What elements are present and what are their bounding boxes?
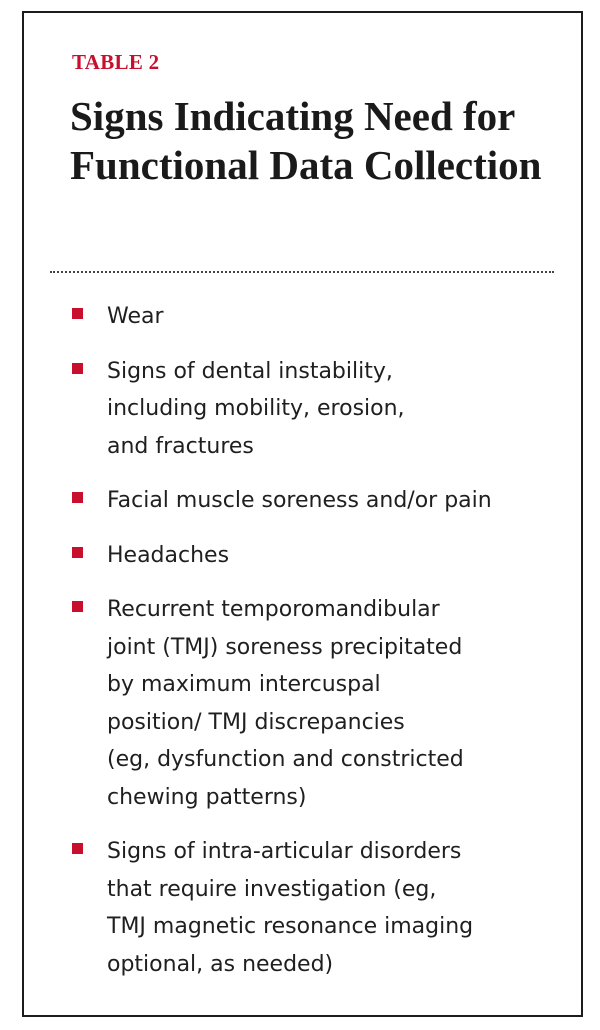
- list-item-text: including mobility, erosion,: [107, 396, 405, 421]
- list-item-text: Facial muscle soreness and/or pain: [107, 488, 492, 513]
- list-item-facial-muscle: [70, 482, 550, 520]
- list-item-tmj-soreness: [70, 591, 550, 816]
- list-item-text: Wear: [107, 304, 164, 329]
- list-item-dental-instability: [70, 353, 550, 466]
- square-bullet-icon: [72, 601, 83, 612]
- table-title: Signs Indicating Need for Functional Data Collection: [70, 93, 542, 188]
- dotted-divider: [50, 271, 554, 273]
- list-item-text: position/ TMJ discrepancies: [107, 709, 405, 735]
- signs-list: [70, 298, 550, 1000]
- list-item-text: Signs of intra-articular disorders: [107, 839, 462, 864]
- list-item-text: (eg, dysfunction and constricted: [107, 747, 464, 772]
- list-item-text: and fractures: [107, 433, 254, 459]
- table-label: TABLE 2: [72, 50, 160, 74]
- square-bullet-icon: [72, 308, 83, 319]
- list-item-text: optional, as needed): [107, 951, 334, 977]
- list-item-text: Signs of dental instability,: [107, 358, 393, 384]
- list-item-text: Headaches: [107, 542, 230, 568]
- list-item-text: by maximum intercuspal: [107, 672, 381, 697]
- list-item-intra-articular: [70, 833, 550, 983]
- list-item-text: that require investigation (eg,: [107, 876, 437, 902]
- list-item-text: TMJ magnetic resonance imaging: [107, 914, 474, 939]
- list-item-text: joint (TMJ) soreness precipitated: [107, 634, 463, 660]
- square-bullet-icon: [72, 547, 83, 558]
- square-bullet-icon: [72, 492, 83, 503]
- square-bullet-icon: [72, 843, 83, 854]
- square-bullet-icon: [72, 363, 83, 374]
- list-item-wear: [70, 298, 550, 336]
- list-item-text: Recurrent temporomandibular: [107, 597, 440, 622]
- list-item-text: chewing patterns): [107, 784, 307, 810]
- list-item-headaches: [70, 537, 550, 575]
